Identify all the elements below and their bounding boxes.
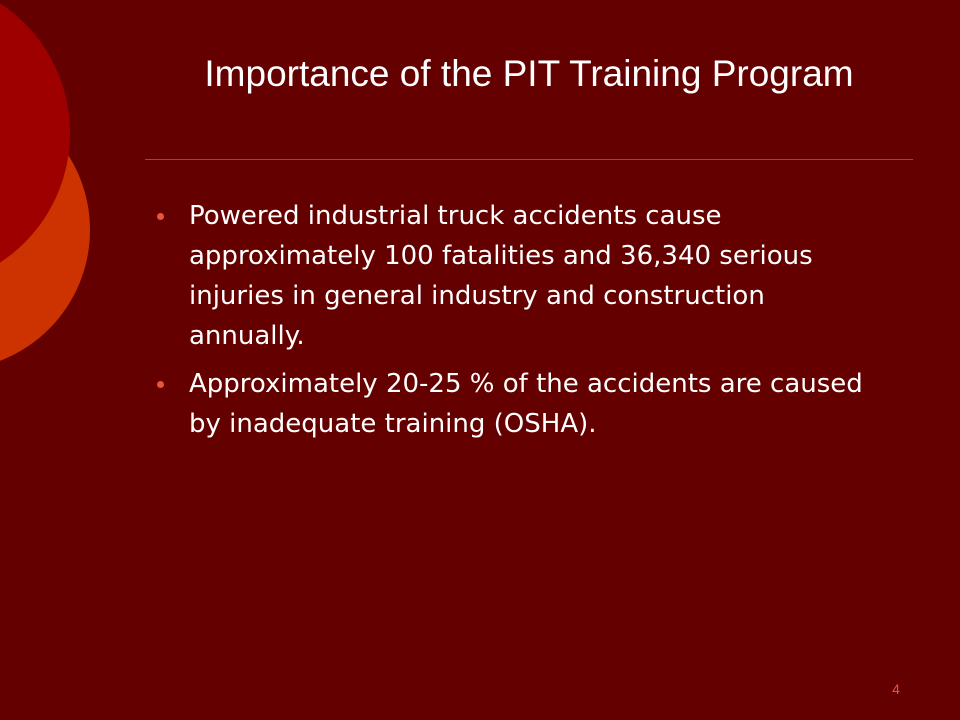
title-divider — [145, 159, 913, 160]
bullet-dot-icon — [157, 213, 164, 220]
bullet-list — [155, 196, 885, 452]
bullet-text: Approximately 20-25 % of the accidents are caused by inadequate training (OSHA). — [189, 369, 863, 439]
bullet-item — [155, 364, 885, 444]
slide-title: Importance of the PIT Training Program — [204, 53, 854, 94]
bullet-dot-icon — [157, 381, 164, 388]
page-number: 4 — [892, 681, 900, 697]
bullet-text: Powered industrial truck accidents cause approximately 100 fatalities and 36,340 serious injuries in general industry and construction annually. — [189, 201, 813, 351]
bullet-item — [155, 196, 885, 356]
